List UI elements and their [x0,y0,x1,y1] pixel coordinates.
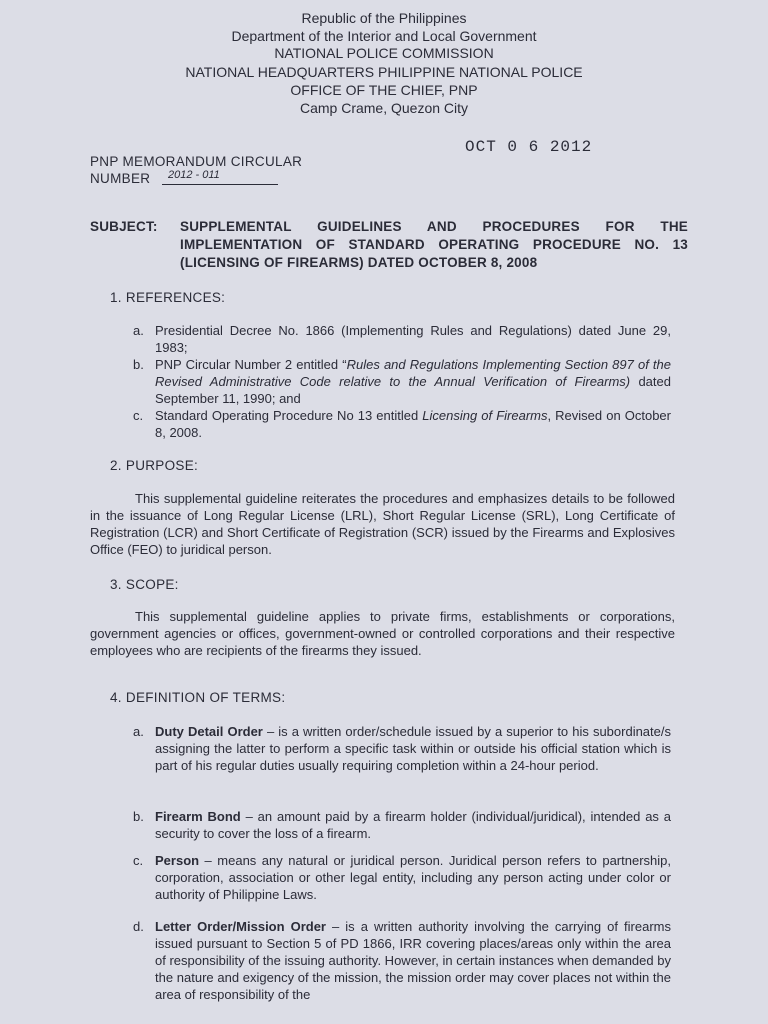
definition-body-c [155,852,671,903]
purpose-heading: 2. PURPOSE: [110,458,199,473]
reference-text-c-post: , Revised on October 8, 2008. [155,408,671,440]
definition-body-d [155,918,671,1003]
reference-marker-b: b. [133,357,144,372]
definition-term-d: Letter Order/Mission Order [155,919,326,934]
definition-term-b: Firearm Bond [155,809,241,824]
reference-text-c-pre: Standard Operating Procedure No 13 entitled [155,408,423,423]
definition-marker-c: c. [133,853,144,868]
definition-body-b [155,808,671,842]
definitions-heading: 4. DEFINITION OF TERMS: [110,690,286,705]
reference-text-b-pre: PNP Circular Number 2 entitled “ [155,357,347,372]
scope-heading: 3. SCOPE: [110,577,179,592]
definition-term-a: Duty Detail Order [155,724,263,739]
memo-number-underline [162,183,278,185]
header-department: Department of the Interior and Local Government [231,28,537,44]
reference-text-a: Presidential Decree No. 1866 (Implementing Rules and Regulations) dated June 29, 1983; [155,323,671,355]
reference-text-b-title: Rules and Regulations Implementing Section 897 of the Revised Administrative Code relative to the Annual Verification of Firearms) [155,357,671,389]
header-office-chief: OFFICE OF THE CHIEF, PNP [290,82,478,98]
date-stamp: OCT 0 6 2012 [465,138,593,156]
references-heading: 1. REFERENCES: [110,290,226,305]
scope-text: This supplemental guideline applies to private firms, establishments or corporations, government agencies or offices, government-owned or controlled corporations and their respective employees who are recipients of the firearms they issued. [90,609,675,658]
header-republic: Republic of the Philippines [301,10,467,26]
subject-label: SUBJECT: [90,219,158,234]
reference-body-b [155,356,671,407]
definition-marker-b: b. [133,809,144,824]
memo-title: PNP MEMORANDUM CIRCULAR [90,154,303,169]
header-camp-crame: Camp Crame, Quezon City [299,100,469,116]
subject-text: SUPPLEMENTAL GUIDELINES AND PROCEDURES FOR THE IMPLEMENTATION OF STANDARD OPERATING PROCEDURE NO. 13 (LICENSING OF FIREARMS) DATED OCTOBER 8, 2008 [180,219,688,270]
memo-number-value: 2012 - 011 [168,169,220,181]
reference-body-c [155,407,671,441]
header-napolcom: NATIONAL POLICE COMMISSION [274,45,494,61]
definition-body-a [155,723,671,774]
purpose-text: This supplemental guideline reiterates the procedures and emphasizes details to be followed in the issuance of Long Regular License (LRL), Short Regular License (SRL), Long Certificate of Registration (LCR) and Short Certificate of Registration (SCR) issued by the Firearms and Explosives Office (FEO) to juridical person. [90,491,675,557]
reference-text-b-post: dated September 11, 1990; and [155,374,671,406]
definition-term-c: Person [155,853,200,868]
definition-text-c: – means any natural or juridical person. Juridical person refers to partnership, corporation, association or other legal entity, including any person acting under color or authority of Philippine Laws. [155,853,671,902]
reference-marker-c: c. [133,408,144,423]
definition-marker-d: d. [133,919,144,934]
definition-text-a: – is a written order/schedule issued by a superior to his subordinate/s assigning the latter to perform a specific task within or outside his official station which is part of his regular duties usually requiring completion within a 24-hour period. [155,724,671,773]
reference-text-c-title: Licensing of Firearms [422,408,548,423]
memo-number-label: NUMBER [90,171,151,186]
definition-text-b: – an amount paid by a firearm holder (individual/juridical), intended as a security to cover the loss of a firearm. [155,809,672,841]
reference-marker-a: a. [133,323,144,338]
header-nhq-pnp: NATIONAL HEADQUARTERS PHILIPPINE NATIONAL POLICE [185,64,583,80]
definition-text-d: – is a written authority involving the carrying of firearms issued pursuant to Section 5 of PD 1866, IRR covering places/areas only within the area of responsibility of the issuing authority. However, in certain instances when demanded by the nature and exigency of the mission, the mission order may cover places not within the area of responsibility of the [155,919,671,1002]
definition-marker-a: a. [133,724,144,739]
